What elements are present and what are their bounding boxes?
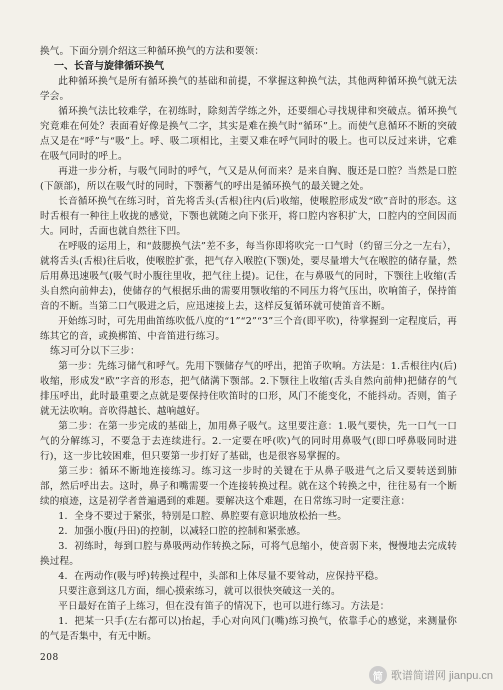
- paragraph: 只要注意到这几方面，细心摸索练习，就可以很快突破这一关的。: [58, 586, 341, 597]
- section-label: 练习可分以下三步：: [50, 346, 140, 357]
- watermark-text: 歌谱简谱网 jianpu.cn: [390, 670, 493, 682]
- paragraph: 1．把某一只手(左右都可以)抬起，手心对向风门(嘴)练习换气，依靠手心的感觉，来测量你的气是否集中，有无中断。: [40, 616, 457, 642]
- body-text: [40, 44, 457, 644]
- paragraph: 循环换气法比较难学，在初练时，除刻苦学练之外，还要细心寻找规律和突破点。循环换气究竟难在何处？表面看好像是换气二字，其实是难在换气时“循环”上。而使气息循环不断的突破点又是在“呼”与“吸”上。呼、吸二项相比，主要又难在呼气同时的吸上。也可以反过来讲，它难在吸气同时的呼上。: [40, 106, 457, 162]
- paragraph: 开始练习时，可先用曲笛练吹低八度的“1”“2”“3”三个音(即平吹)，待掌握到一定程度后，再练其它的音，或换梆笛、中音笛进行练习。: [40, 316, 457, 342]
- paragraph: 3．初练时，每到口腔与鼻吸两动作转换之际，可将气息缩小，使音弱下来，慢慢地去完成转换过程。: [40, 541, 457, 567]
- paragraph: 再进一步分析，与吸气同时的呼气，气又是从何而来？是来自胸、腹还是口腔？当然是口腔(下颌部)，所以在吸气时的同时，下颚蓄气的呼出是循环换气的最关键之处。: [40, 166, 457, 192]
- paragraph: 1．全身不要过于紧张，特别是口腔、鼻腔要有意识地放松抬一些。: [58, 511, 348, 522]
- paragraph: 2．加强小腹(丹田)的控制，以减轻口腔的控制和紧张感。: [58, 526, 307, 537]
- watermark: [369, 666, 493, 684]
- paragraph: 4．在两动作(吸与呼)转换过程中，头部和上体尽量不要耸动，应保持平稳。: [58, 571, 385, 582]
- page-number: 208: [40, 653, 59, 663]
- paragraph: 第一步：先练习储气和呼气。先用下颚储存气的呼出，把笛子吹响。方法是：1.舌根往内(后)收缩，形成发“欧”字音的形态，把气储满下颚部。2.下颚往上收缩(舌头自然向前伸)把储存的气排压呼出，此时最重要之点就是要保持住吹笛时的口形，风门不能变化，不能抖动。否则，笛子就无法吹响。音吹得越长、越响越好。: [40, 361, 457, 417]
- paragraph: 平日最好在笛子上练习，但在没有笛子的情况下，也可以进行练习。方法是：: [58, 601, 390, 612]
- paragraph: 长音循环换气在练习时，首先将舌头(舌根)往内(后)收缩，使喉腔形成发“欧”音时的形态。这时舌根有一种往上收拢的感觉，下颚也就随之向下张开，将口腔内容积扩大，口腔内的空间因而大。同时，舌面也就自然往下凹。: [40, 196, 457, 237]
- paragraph: 此种循环换气是所有循环换气的基础和前提，不掌握这种换气法，其他两种循环换气就无法学会。: [40, 76, 457, 102]
- paragraph: 在呼吸的运用上，和“鼓腮换气法”差不多，每当你即将吹完一口气时（约留三分之一左右），就将舌头(舌根)往后收，使喉腔扩张，把气存入喉腔(下颚)处，要尽量增大气在喉腔的储存量，然后用鼻迅速吸气(吸气时小腹往里收，把气往上提)。记住，在与鼻吸气的同时，下颚往上收缩(舌头自然向前伸去)，使储存的气根据乐曲的需要用颚收缩的不同压力将气压出，吹响笛子，保持笛音的不断。当第二口气吸进之后，应迅速接上去，这样反复循环就可使笛音不断。: [40, 241, 457, 312]
- paragraph: 换气。下面分别介绍这三种循环换气的方法和要领：: [40, 46, 265, 57]
- section-heading: 一、长音与旋律循环换气: [54, 61, 164, 72]
- watermark-logo-icon: 简: [369, 666, 387, 684]
- paragraph: 第三步：循环不断地连接练习。练习这一步时的关键在于从鼻子吸进气之后又要转送到肺部，然后呼出去。这时，鼻子和嘴需要一个连接转换过程。就在这个转换之中，往往易有一个断续的痕迹，这是初学者普遍遇到的难题。要解决这个难题，在日常练习时一定要注意：: [40, 466, 457, 507]
- paragraph: 第二步：在第一步完成的基础上，加用鼻子吸气。这里要注意：1.吸气要快，先一口气一口气的分解练习，不要急于去连续进行。2.一定要在呼(吹)气的同时用鼻吸气(即口呼鼻吸同时进行)，这一步比较困难，但只要第一步打好了基础，也是很容易掌握的。: [40, 421, 457, 462]
